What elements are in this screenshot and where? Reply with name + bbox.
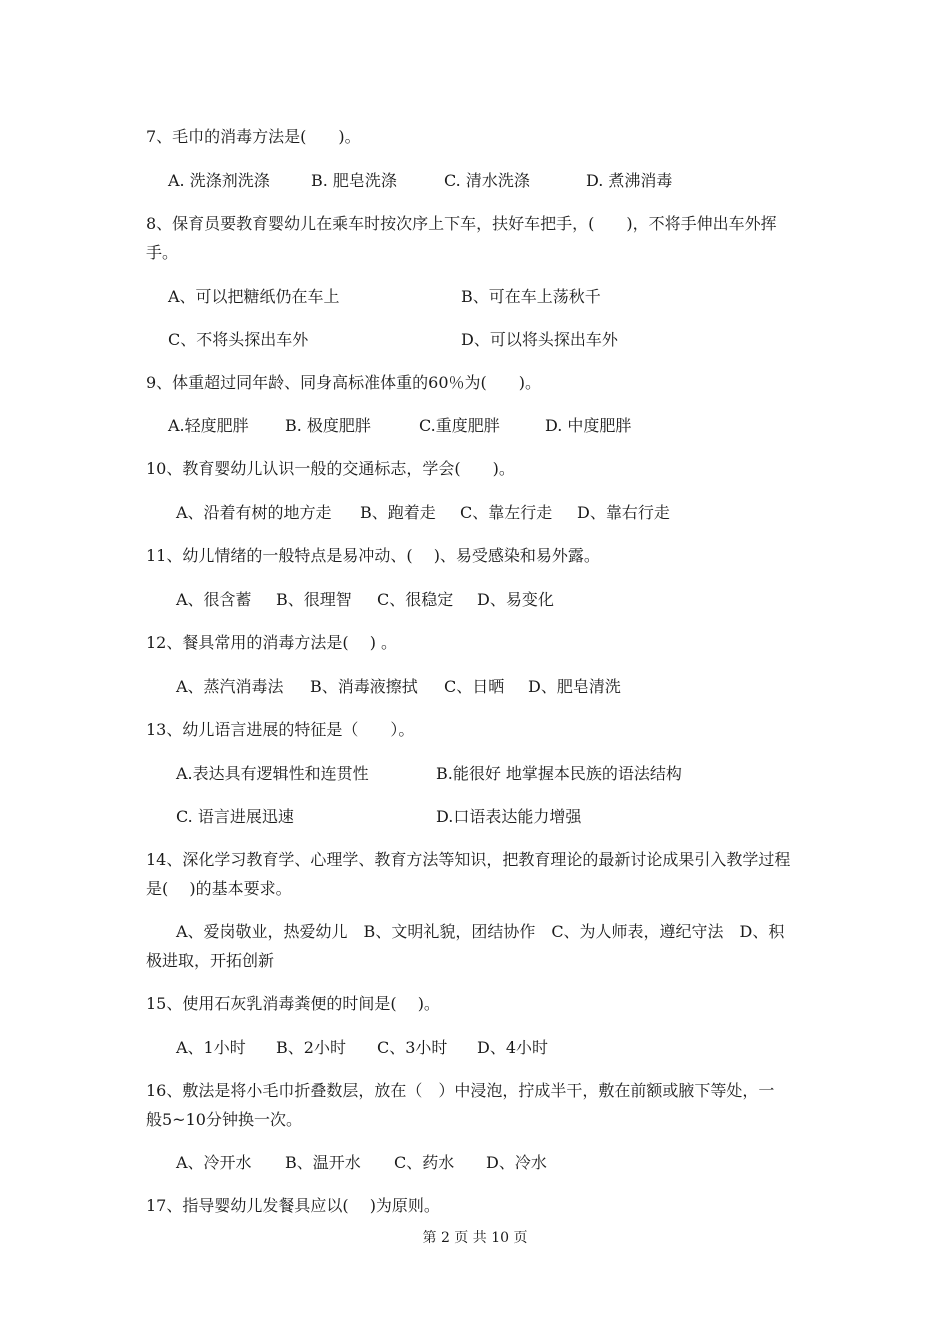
question-8-stem-line2: 手。 <box>146 243 179 262</box>
option-c: C、药水 <box>394 1153 455 1172</box>
question-7-stem: 7、毛巾的消毒方法是( )。 <box>146 127 361 146</box>
option-a: A.轻度肥胖 <box>168 416 249 435</box>
question-9-stem: 9、体重超过同年龄、同身高标准体重的60％为( )。 <box>146 373 542 392</box>
option-d: D. 煮沸消毒 <box>586 171 673 190</box>
option-a: A、冷开水 <box>176 1153 252 1172</box>
question-14-stem-line1: 14、深化学习教育学、心理学、教育方法等知识，把教育理论的最新讨论成果引入教学过程 <box>146 850 791 869</box>
option-b: B、可在车上荡秋千 <box>461 287 601 306</box>
option-c: C.重度肥胖 <box>419 416 500 435</box>
option-d: D、肥皂清洗 <box>528 677 621 696</box>
question-14-options-line2: 极进取，开拓创新 <box>146 951 275 970</box>
option-b: B. 肥皂洗涤 <box>311 171 397 190</box>
question-17-stem: 17、指导婴幼儿发餐具应以( )为原则。 <box>146 1196 440 1215</box>
option-d: D.口语表达能力增强 <box>436 807 582 826</box>
option-b: B、跑着走 <box>360 503 436 522</box>
option-c: C、3小时 <box>377 1038 448 1057</box>
option-c: C、日晒 <box>444 677 505 696</box>
option-d: D. 中度肥胖 <box>545 416 632 435</box>
option-d: D、4小时 <box>477 1038 549 1057</box>
option-d: D、冷水 <box>486 1153 547 1172</box>
option-a: A.表达具有逻辑性和连贯性 <box>176 764 369 783</box>
option-a: A、1小时 <box>176 1038 246 1057</box>
option-b: B、很理智 <box>276 590 352 609</box>
question-14-options-line1: A、爱岗敬业，热爱幼儿 B、文明礼貌，团结协作 C、为人师表，遵纪守法 D、积 <box>176 922 785 941</box>
option-a: A、蒸汽消毒法 <box>176 677 284 696</box>
option-b: B. 极度肥胖 <box>285 416 371 435</box>
option-b: B.能很好 地掌握本民族的语法结构 <box>436 764 682 783</box>
option-a: A、可以把糖纸仍在车上 <box>168 287 340 306</box>
question-16-stem-line1: 16、敷法是将小毛巾折叠数层，放在（ ）中浸泡，拧成半干，敷在前额或腋下等处，一 <box>146 1081 775 1100</box>
option-b: B、消毒液擦拭 <box>310 677 418 696</box>
option-c: C. 语言进展迅速 <box>176 807 294 826</box>
question-11-stem: 11、幼儿情绪的一般特点是易冲动、( )、易受感染和易外露。 <box>146 546 600 565</box>
option-c: C、不将头探出车外 <box>168 330 309 349</box>
question-13-stem: 13、幼儿语言进展的特征是（ ）。 <box>146 720 415 739</box>
option-b: B、温开水 <box>285 1153 361 1172</box>
option-a: A、很含蓄 <box>176 590 252 609</box>
question-15-stem: 15、使用石灰乳消毒粪便的时间是( )。 <box>146 994 440 1013</box>
option-d: D、靠右行走 <box>577 503 670 522</box>
question-10-stem: 10、教育婴幼儿认识一般的交通标志，学会( )。 <box>146 459 515 478</box>
option-a: A、沿着有树的地方走 <box>176 503 332 522</box>
page-number: 第 2 页 共 10 页 <box>422 1230 528 1246</box>
option-d: D、易变化 <box>477 590 554 609</box>
question-16-stem-line2: 般5~10分钟换一次。 <box>146 1110 302 1129</box>
option-a: A. 洗涤剂洗涤 <box>168 171 270 190</box>
option-d: D、可以将头探出车外 <box>461 330 618 349</box>
question-14-stem-line2: 是( )的基本要求。 <box>146 879 292 898</box>
question-12-stem: 12、餐具常用的消毒方法是( ) 。 <box>146 633 398 652</box>
option-c: C、靠左行走 <box>460 503 553 522</box>
option-c: C、很稳定 <box>377 590 454 609</box>
question-8-stem-line1: 8、保育员要教育婴幼儿在乘车时按次序上下车，扶好车把手，( )，不将手伸出车外挥 <box>146 214 777 233</box>
option-c: C. 清水洗涤 <box>444 171 530 190</box>
option-b: B、2小时 <box>276 1038 346 1057</box>
